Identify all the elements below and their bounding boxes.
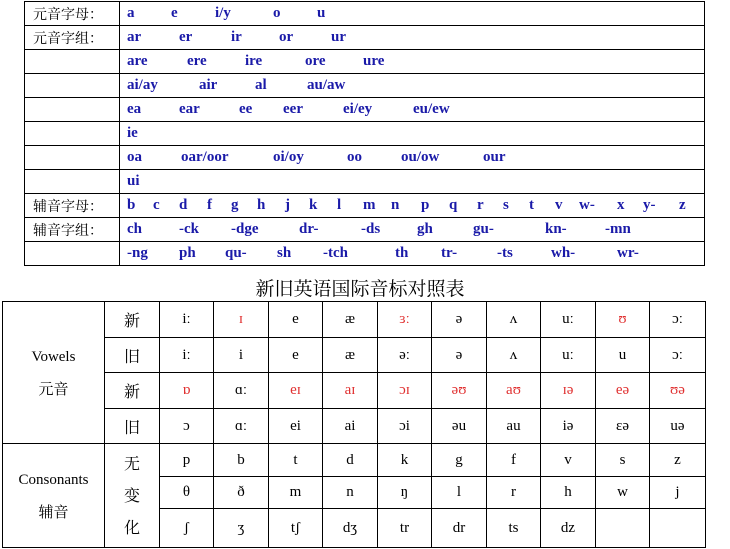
- ipa-symbol: j: [650, 477, 706, 509]
- ipa-symbol: au: [487, 409, 541, 444]
- ipa-symbol: iə: [541, 409, 596, 444]
- no-change-char: 变: [123, 485, 140, 505]
- ipa-symbol: ɜː: [378, 302, 432, 338]
- vowels-english: Vowels: [31, 348, 76, 365]
- ipa-symbol: ʃ: [160, 509, 214, 548]
- ipa-symbol: l: [432, 477, 487, 509]
- letter-item: -mn: [605, 221, 631, 237]
- ipa-symbol: ɔː: [650, 302, 706, 338]
- letter-item: oar/oor: [181, 149, 229, 165]
- version-tag: 旧: [105, 338, 160, 373]
- letter-item: wr-: [617, 245, 639, 261]
- letter-item: c: [153, 197, 160, 213]
- letter-item: oo: [347, 149, 362, 165]
- letter-item: gh: [417, 221, 433, 237]
- ipa-symbol: w: [596, 477, 650, 509]
- ipa-symbol: aɪ: [323, 373, 378, 409]
- letter-row: [25, 242, 705, 266]
- letter-item: s: [503, 197, 509, 213]
- vowel-row: [3, 373, 706, 409]
- no-change-label: [105, 444, 160, 548]
- ipa-symbol: t: [269, 444, 323, 477]
- letter-item: f: [207, 197, 212, 213]
- ipa-symbol: dz: [541, 509, 596, 548]
- ipa-symbol: r: [487, 477, 541, 509]
- letter-row: [25, 122, 705, 146]
- letter-row: [25, 218, 705, 242]
- row-label: [25, 242, 120, 266]
- ipa-symbol: h: [541, 477, 596, 509]
- letter-items-cell: [120, 2, 705, 26]
- ipa-symbol: dr: [432, 509, 487, 548]
- ipa-symbol: i: [214, 338, 269, 373]
- ipa-symbol: ɪ: [214, 302, 269, 338]
- letter-item: o: [273, 5, 281, 21]
- letter-item: z: [679, 197, 686, 213]
- ipa-symbol: u: [596, 338, 650, 373]
- letter-items-cell: [120, 122, 705, 146]
- letter-row: [25, 2, 705, 26]
- letter-item: e: [171, 5, 178, 21]
- ipa-symbol: ɔɪ: [378, 373, 432, 409]
- ipa-symbol: eə: [596, 373, 650, 409]
- vowel-row: [3, 409, 706, 444]
- letter-item: or: [279, 29, 294, 45]
- vowels-chinese: 元音: [38, 379, 69, 398]
- letter-item: -ds: [361, 221, 381, 237]
- row-label: [25, 170, 120, 194]
- letter-item: a: [127, 5, 135, 21]
- ipa-symbol: ŋ: [378, 477, 432, 509]
- ipa-symbol: [650, 509, 706, 548]
- consonant-row: [3, 444, 706, 477]
- letter-item: ie: [127, 125, 138, 141]
- ipa-symbol: e: [269, 302, 323, 338]
- letter-item: v: [555, 197, 563, 213]
- letter-items-cell: [120, 242, 705, 266]
- letter-item: t: [529, 197, 534, 213]
- letter-item: ee: [239, 101, 253, 117]
- letter-item: -dge: [231, 221, 259, 237]
- vowels-group-label: [3, 302, 105, 444]
- ipa-symbol: æ: [323, 338, 378, 373]
- ipa-symbol: f: [487, 444, 541, 477]
- letter-item: ou/ow: [401, 149, 440, 165]
- ipa-symbol: ɑː: [214, 373, 269, 409]
- ipa-symbol: eɪ: [269, 373, 323, 409]
- letter-item: -ng: [127, 245, 148, 261]
- ipa-symbol: aʊ: [487, 373, 541, 409]
- letter-row: [25, 98, 705, 122]
- letter-items-cell: [120, 74, 705, 98]
- letter-item: h: [257, 197, 266, 213]
- letter-item: i/y: [215, 5, 231, 21]
- letter-item: air: [199, 77, 218, 93]
- letter-item: oa: [127, 149, 142, 165]
- letter-item: al: [255, 77, 267, 93]
- letter-item: dr-: [299, 221, 319, 237]
- letter-item: k: [309, 197, 318, 213]
- letter-item: kn-: [545, 221, 567, 237]
- ipa-symbol: ʌ: [487, 302, 541, 338]
- ipa-symbol: ʊ: [596, 302, 650, 338]
- letter-item: -ck: [179, 221, 199, 237]
- letter-item: u: [317, 5, 326, 21]
- row-label: [25, 98, 120, 122]
- letter-item: tr-: [441, 245, 458, 261]
- row-label: [25, 74, 120, 98]
- letter-items-cell: [120, 170, 705, 194]
- letter-item: oi/oy: [273, 149, 304, 165]
- ipa-symbol: əu: [432, 409, 487, 444]
- ipa-symbol: ɔi: [378, 409, 432, 444]
- vowel-row: [3, 302, 706, 338]
- ipa-symbol: uə: [650, 409, 706, 444]
- no-change-char: 化: [123, 517, 140, 537]
- ipa-symbol: θ: [160, 477, 214, 509]
- letter-item: ire: [245, 53, 263, 69]
- letter-row: [25, 74, 705, 98]
- letter-row: [25, 194, 705, 218]
- letter-item: ear: [179, 101, 200, 117]
- letter-groups-table: [24, 1, 705, 266]
- letter-item: ea: [127, 101, 142, 117]
- letter-item: w-: [579, 197, 595, 213]
- row-label: [25, 50, 120, 74]
- letter-item: -tch: [323, 245, 348, 261]
- ipa-symbol: ts: [487, 509, 541, 548]
- consonants-group-label: [3, 444, 105, 548]
- letter-item: eer: [283, 101, 303, 117]
- version-tag: 新: [105, 373, 160, 409]
- ipa-symbol: ai: [323, 409, 378, 444]
- letter-row: [25, 170, 705, 194]
- letter-item: g: [231, 197, 239, 213]
- ipa-symbol: ɒ: [160, 373, 214, 409]
- letter-item: are: [127, 53, 148, 69]
- ipa-symbol: k: [378, 444, 432, 477]
- ipa-symbol: ð: [214, 477, 269, 509]
- letter-item: au/aw: [307, 77, 346, 93]
- letter-item: th: [395, 245, 409, 261]
- ipa-symbol: dʒ: [323, 509, 378, 548]
- ipa-symbol: ʌ: [487, 338, 541, 373]
- letter-item: gu-: [473, 221, 494, 237]
- letter-items-cell: [120, 50, 705, 74]
- letter-item: eu/ew: [413, 101, 450, 117]
- ipa-comparison-table: [2, 301, 706, 548]
- letter-item: sh: [277, 245, 292, 261]
- letter-items-cell: [120, 26, 705, 50]
- ipa-symbol: ɔ: [160, 409, 214, 444]
- row-label: 元音字母：: [25, 2, 120, 26]
- letter-item: d: [179, 197, 188, 213]
- ipa-symbol: p: [160, 444, 214, 477]
- letter-item: r: [477, 197, 484, 213]
- vowel-row: [3, 338, 706, 373]
- ipa-symbol: tʃ: [269, 509, 323, 548]
- row-label: 元音字组：: [25, 26, 120, 50]
- version-tag: 新: [105, 302, 160, 338]
- no-change-char: 无: [123, 453, 140, 473]
- row-label: 辅音字母：: [25, 194, 120, 218]
- ipa-symbol: ei: [269, 409, 323, 444]
- letter-item: j: [285, 197, 290, 213]
- letter-item: ure: [363, 53, 385, 69]
- letter-item: er: [179, 29, 193, 45]
- ipa-symbol: uː: [541, 338, 596, 373]
- ipa-symbol: uː: [541, 302, 596, 338]
- ipa-symbol: ə: [432, 338, 487, 373]
- letter-item: our: [483, 149, 506, 165]
- ipa-symbol: b: [214, 444, 269, 477]
- letter-row: [25, 26, 705, 50]
- ipa-symbol: əʊ: [432, 373, 487, 409]
- row-label: [25, 122, 120, 146]
- ipa-symbol: æ: [323, 302, 378, 338]
- letter-item: ui: [127, 173, 140, 189]
- letter-items-cell: [120, 194, 705, 218]
- letter-items-cell: [120, 98, 705, 122]
- letter-item: wh-: [551, 245, 576, 261]
- ipa-symbol: ʒ: [214, 509, 269, 548]
- ipa-symbol: ɪə: [541, 373, 596, 409]
- ipa-symbol: iː: [160, 302, 214, 338]
- ipa-symbol: g: [432, 444, 487, 477]
- ipa-symbol: z: [650, 444, 706, 477]
- letter-item: ore: [305, 53, 326, 69]
- letter-item: q: [449, 197, 458, 213]
- letter-item: m: [363, 197, 376, 213]
- letter-item: l: [337, 197, 342, 213]
- ipa-symbol: ɛə: [596, 409, 650, 444]
- ipa-symbol: ə: [432, 302, 487, 338]
- consonants-chinese: 辅音: [38, 502, 69, 521]
- ipa-symbol: s: [596, 444, 650, 477]
- letter-row: [25, 50, 705, 74]
- letter-row: [25, 146, 705, 170]
- ipa-symbol: əː: [378, 338, 432, 373]
- ipa-symbol: d: [323, 444, 378, 477]
- ipa-symbol: ɑː: [214, 409, 269, 444]
- letter-item: ei/ey: [343, 101, 373, 117]
- letter-item: ai/ay: [127, 77, 158, 93]
- ipa-symbol: e: [269, 338, 323, 373]
- letter-item: p: [421, 197, 430, 213]
- page-title: 新旧英语国际音标对照表: [255, 278, 465, 300]
- letter-item: ere: [187, 53, 207, 69]
- letter-item: x: [617, 197, 625, 213]
- ipa-symbol: n: [323, 477, 378, 509]
- letter-items-cell: [120, 146, 705, 170]
- letter-item: ar: [127, 29, 142, 45]
- letter-item: ir: [231, 29, 242, 45]
- letter-item: n: [391, 197, 400, 213]
- consonants-english: Consonants: [18, 471, 89, 488]
- ipa-symbol: ɔː: [650, 338, 706, 373]
- ipa-symbol: iː: [160, 338, 214, 373]
- letter-item: ch: [127, 221, 142, 237]
- ipa-symbol: [596, 509, 650, 548]
- ipa-symbol: tr: [378, 509, 432, 548]
- letter-item: ph: [179, 245, 196, 261]
- ipa-symbol: ʊə: [650, 373, 706, 409]
- letter-item: qu-: [225, 245, 247, 261]
- version-tag: 旧: [105, 409, 160, 444]
- letter-item: -ts: [497, 245, 513, 261]
- letter-items-cell: [120, 218, 705, 242]
- letter-item: y-: [643, 197, 656, 213]
- ipa-symbol: m: [269, 477, 323, 509]
- letter-item: ur: [331, 29, 346, 45]
- row-label: 辅音字组：: [25, 218, 120, 242]
- ipa-symbol: v: [541, 444, 596, 477]
- letter-item: b: [127, 197, 136, 213]
- row-label: [25, 146, 120, 170]
